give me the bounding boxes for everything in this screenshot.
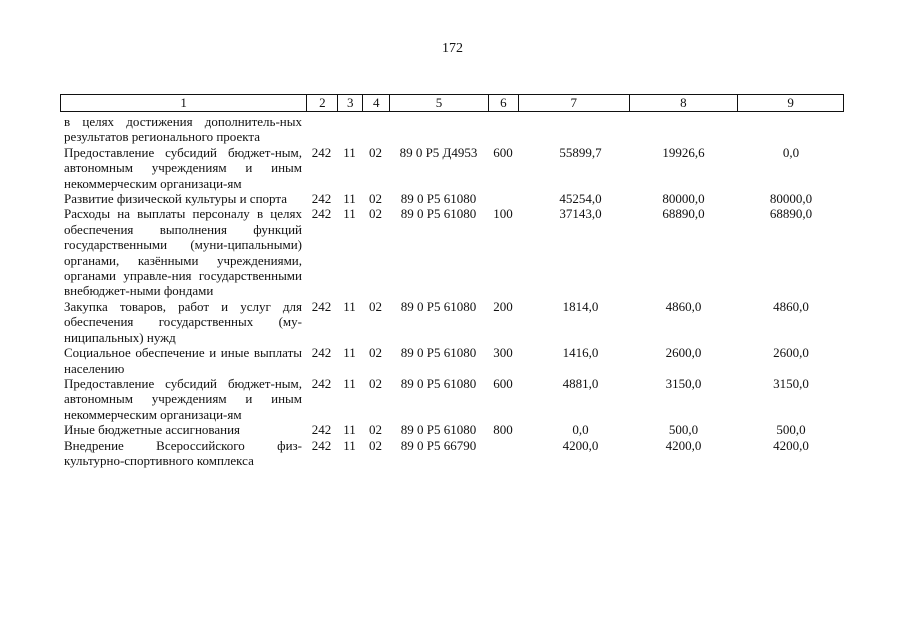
table-row — [60, 114, 844, 145]
table-row — [60, 438, 844, 469]
row-name: Закупка товаров, работ и услуг для обеспечения государственных (му-ниципальных) нужд — [64, 298, 302, 345]
cell-col-5: 89 0 Р5 61080 — [400, 191, 477, 207]
row-name: Социальное обеспечение и иные выплаты населению — [64, 345, 302, 376]
row-name: Предоставление субсидий бюджет-ным, автономным учреждениям и иным некоммерческим организаци-ям — [64, 375, 302, 422]
cell-col-2: 242 — [311, 298, 332, 314]
cell-col-4: 02 — [369, 191, 382, 207]
cell-col-3: 11 — [343, 144, 356, 160]
cell-col-8: 68890,0 — [662, 206, 705, 222]
cell-col-7: 37143,0 — [559, 206, 602, 222]
cell-col-4: 02 — [369, 345, 382, 361]
header-col-9: 9 — [737, 95, 843, 111]
header-col-7: 7 — [518, 95, 629, 111]
cell-col-6: 800 — [493, 422, 513, 438]
cell-col-8: 4860,0 — [665, 298, 702, 314]
cell-col-3: 11 — [343, 375, 356, 391]
header-col-6: 6 — [488, 95, 518, 111]
table-row — [60, 376, 844, 422]
cell-col-6: 600 — [493, 144, 513, 160]
table-row — [60, 206, 844, 298]
cell-col-3: 11 — [343, 206, 356, 222]
cell-col-2: 242 — [311, 191, 332, 207]
table-row — [60, 422, 844, 437]
cell-col-4: 02 — [369, 437, 382, 453]
header-col-3: 3 — [337, 95, 362, 111]
header-col-8: 8 — [629, 95, 738, 111]
cell-col-4: 02 — [369, 206, 382, 222]
cell-col-9: 2600,0 — [773, 345, 809, 361]
cell-col-3: 11 — [343, 345, 356, 361]
row-name: Иные бюджетные ассигнования — [64, 422, 241, 438]
cell-col-9: 3150,0 — [773, 375, 809, 391]
cell-col-5: 89 0 Р5 61080 — [400, 375, 477, 391]
cell-col-2: 242 — [311, 437, 332, 453]
cell-col-6: 200 — [493, 298, 513, 314]
cell-col-3: 11 — [343, 422, 356, 438]
cell-col-8: 2600,0 — [665, 345, 702, 361]
row-name: Внедрение Всероссийского физ-культурно-спортивного комплекса — [64, 437, 302, 468]
row-name: Расходы на выплаты персоналу в целях обеспечения выполнения функций государственными (муни-ципальными) органами, казёнными учреждениями, органами управле-ния государственными внебюджет-ными фондами — [64, 206, 302, 299]
cell-col-2: 242 — [311, 422, 332, 438]
cell-col-6: 100 — [493, 206, 513, 222]
cell-col-2: 242 — [311, 144, 332, 160]
cell-col-8: 80000,0 — [662, 191, 705, 207]
header-col-4: 4 — [362, 95, 389, 111]
cell-col-4: 02 — [369, 144, 382, 160]
header-col-1: 1 — [180, 95, 187, 110]
cell-col-2: 242 — [311, 206, 332, 222]
cell-col-7: 1416,0 — [562, 345, 599, 361]
cell-col-7: 1814,0 — [562, 298, 599, 314]
cell-col-5: 89 0 Р5 61080 — [400, 298, 477, 314]
cell-col-8: 3150,0 — [665, 375, 702, 391]
cell-col-8: 500,0 — [668, 422, 699, 438]
cell-col-5: 89 0 Р5 61080 — [400, 422, 477, 438]
cell-col-7: 45254,0 — [559, 191, 602, 207]
cell-col-8: 4200,0 — [665, 437, 702, 453]
row-name: Предоставление субсидий бюджет-ным, автономным учреждениям и иным некоммерческим организаци-ям — [64, 144, 302, 191]
table-body — [60, 114, 844, 468]
cell-col-9: 4860,0 — [773, 298, 809, 314]
cell-col-7: 4200,0 — [562, 437, 599, 453]
cell-col-3: 11 — [343, 191, 356, 207]
cell-col-6: 600 — [493, 375, 513, 391]
row-name: в целях достижения дополнитель-ных результатов регионального проекта — [64, 114, 302, 145]
cell-col-7: 4881,0 — [562, 375, 599, 391]
cell-col-7: 0,0 — [572, 422, 589, 438]
cell-col-9: 4200,0 — [773, 437, 809, 453]
table-row — [60, 345, 844, 376]
cell-col-2: 242 — [311, 375, 332, 391]
cell-col-3: 11 — [343, 437, 356, 453]
cell-col-5: 89 0 Р5 66790 — [400, 437, 477, 453]
cell-col-7: 55899,7 — [559, 144, 602, 160]
table-row — [60, 145, 844, 191]
table-header — [60, 94, 844, 112]
row-name: Развитие физической культуры и спорта — [64, 191, 287, 207]
cell-col-4: 02 — [369, 298, 382, 314]
header-col-2: 2 — [306, 95, 337, 111]
cell-col-8: 19926,6 — [662, 144, 705, 160]
cell-col-4: 02 — [369, 422, 382, 438]
header-col-5: 5 — [389, 95, 488, 111]
cell-col-9: 68890,0 — [769, 206, 813, 222]
cell-col-5: 89 0 Р5 61080 — [400, 206, 477, 222]
table-row — [60, 299, 844, 345]
cell-col-2: 242 — [311, 345, 332, 361]
cell-col-9: 80000,0 — [769, 191, 813, 207]
cell-col-5: 89 0 Р5 61080 — [400, 345, 477, 361]
cell-col-4: 02 — [369, 375, 382, 391]
cell-col-6: 300 — [493, 345, 513, 361]
cell-col-9: 0,0 — [782, 144, 800, 160]
cell-col-3: 11 — [343, 298, 356, 314]
table-row — [60, 191, 844, 206]
cell-col-9: 500,0 — [776, 422, 806, 438]
page-number: 172 — [442, 41, 463, 56]
cell-col-5: 89 0 Р5 Д4953 — [399, 144, 478, 160]
